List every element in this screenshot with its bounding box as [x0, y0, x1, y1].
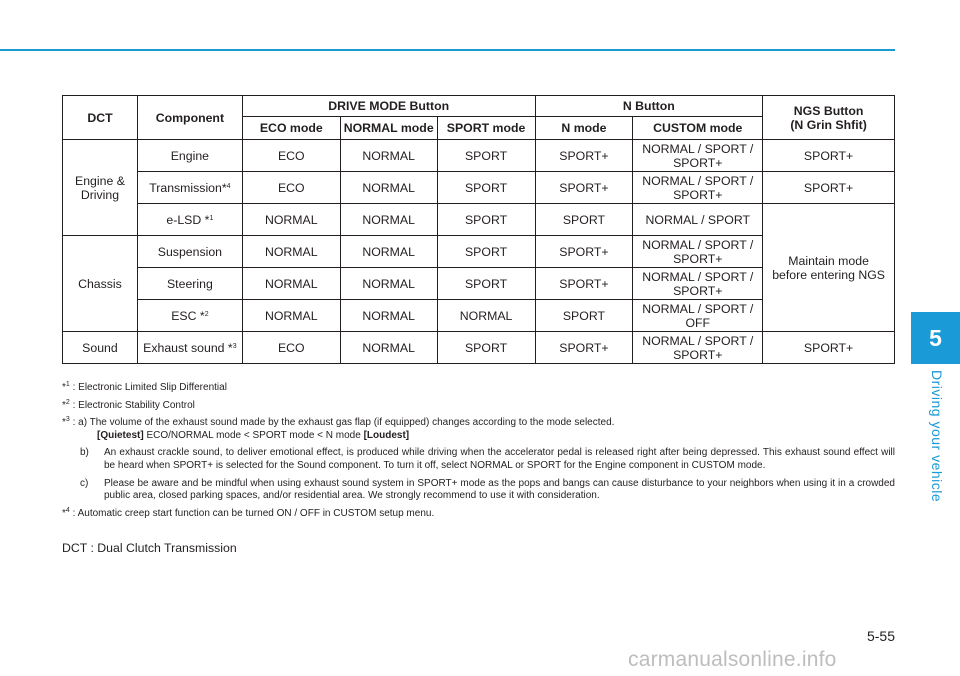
- cell-n-mode: SPORT: [535, 204, 633, 236]
- group-sound: Sound: [63, 332, 138, 364]
- footnote-4: [62, 508, 895, 521]
- component-label: ESC *: [171, 308, 205, 323]
- cell-ngs-maintain: [763, 204, 895, 332]
- table-row: [63, 140, 895, 172]
- cell-sport: SPORT: [437, 204, 535, 236]
- cell-eco: ECO: [242, 172, 340, 204]
- cell-component: [137, 236, 242, 268]
- group-label: Driving: [80, 187, 120, 202]
- footnote-ref: 3: [232, 342, 237, 350]
- header-sport: SPORT mode: [437, 117, 535, 140]
- ngs-maintain-line1: Maintain mode: [788, 253, 869, 268]
- footnote-3: [62, 417, 895, 503]
- drive-mode-table: [62, 95, 895, 364]
- cell-component: [137, 140, 242, 172]
- item-letter: c): [80, 477, 89, 489]
- custom-line2: SPORT+: [673, 251, 723, 266]
- cell-custom: [633, 140, 763, 172]
- footnote-mark: *: [62, 417, 66, 429]
- footnote-3a-text: : a) The volume of the exhaust sound made by the exhaust gas flap (if equipped) changes according to the mode selected.: [69, 417, 615, 429]
- custom-line1: NORMAL / SPORT /: [642, 237, 754, 252]
- cell-custom: [633, 236, 763, 268]
- cell-eco: ECO: [242, 332, 340, 364]
- loudness-order-text: ECO/NORMAL mode < SPORT mode < N mode: [143, 429, 364, 441]
- cell-sport: SPORT: [437, 268, 535, 300]
- footnote-text: : Electronic Stability Control: [69, 399, 195, 411]
- ngs-maintain-line2: before entering NGS: [772, 267, 885, 282]
- cell-n-mode: SPORT+: [535, 236, 633, 268]
- cell-n-mode: SPORT: [535, 300, 633, 332]
- cell-component: [137, 332, 242, 364]
- cell-normal: NORMAL: [340, 236, 437, 268]
- cell-eco: NORMAL: [242, 236, 340, 268]
- custom-line2: SPORT+: [673, 347, 723, 362]
- group-label: Engine &: [75, 173, 125, 188]
- footnote-number: 4: [65, 506, 70, 514]
- header-n-button: N Button: [535, 96, 763, 117]
- header-eco: ECO mode: [242, 117, 340, 140]
- footnote-mark: *: [62, 507, 66, 519]
- cell-sport: SPORT: [437, 236, 535, 268]
- footnote-ref: 2: [204, 310, 209, 318]
- cell-sport: NORMAL: [437, 300, 535, 332]
- custom-line2: SPORT+: [673, 155, 723, 170]
- cell-eco: ECO: [242, 140, 340, 172]
- cell-sport: SPORT: [437, 172, 535, 204]
- loudest-label: [Loudest]: [363, 429, 410, 441]
- footnote-text: : Automatic creep start function can be turned ON / OFF in CUSTOM setup menu.: [69, 507, 435, 519]
- component-label: Exhaust sound *: [143, 340, 233, 355]
- header-normal: NORMAL mode: [340, 117, 437, 140]
- cell-n-mode: SPORT+: [535, 332, 633, 364]
- footnote-3c: [80, 478, 895, 503]
- custom-line2: SPORT+: [673, 187, 723, 202]
- cell-sport: SPORT: [437, 332, 535, 364]
- chapter-number: 5: [929, 324, 942, 351]
- top-rule: [0, 49, 895, 51]
- chapter-title-tab: [916, 370, 956, 510]
- header-ngs-line2: (N Grin Shfit): [790, 117, 867, 132]
- footnote-1: [62, 382, 895, 395]
- cell-normal: NORMAL: [340, 332, 437, 364]
- header-ngs: [763, 96, 895, 140]
- header-component: Component: [137, 96, 242, 140]
- group-engine-driving: [63, 140, 138, 236]
- custom-line1: NORMAL / SPORT /: [642, 333, 754, 348]
- component-label: Engine: [170, 148, 210, 163]
- footnote-ref: 4: [226, 182, 231, 190]
- footnote-3c-text: Please be aware and be mindful when using exhaust sound system in SPORT+ mode as the pops and bangs can cause disturbance to your neighbors when using it in a crowded public area, closed parking spaces, and/or residential area. We strongly recommend to use it with consideration.: [104, 477, 895, 502]
- cell-custom: [633, 268, 763, 300]
- group-chassis: Chassis: [63, 236, 138, 332]
- watermark: carmanualsonline.info: [628, 648, 837, 671]
- item-letter: b): [80, 447, 89, 459]
- cell-normal: NORMAL: [340, 140, 437, 172]
- cell-custom: [633, 300, 763, 332]
- chapter-title: Driving your vehicle: [929, 370, 945, 503]
- custom-line1: NORMAL / SPORT /: [642, 301, 754, 316]
- component-label: Suspension: [157, 244, 223, 259]
- footnote-number: 1: [65, 381, 70, 388]
- cell-n-mode: SPORT+: [535, 140, 633, 172]
- custom-line1: NORMAL / SPORT /: [642, 173, 754, 188]
- custom-line2: OFF: [685, 315, 711, 330]
- header-custom: CUSTOM mode: [633, 117, 763, 140]
- custom-line2: SPORT+: [673, 283, 723, 298]
- cell-sport: SPORT: [437, 140, 535, 172]
- footnote-mark: *: [62, 382, 66, 393]
- custom-line1: NORMAL / SPORT /: [642, 269, 754, 284]
- cell-component: [137, 204, 242, 236]
- cell-normal: NORMAL: [340, 268, 437, 300]
- footnote-ref: 1: [209, 214, 214, 222]
- cell-custom: [633, 332, 763, 364]
- footnote-2: [62, 400, 895, 413]
- custom-line1: NORMAL / SPORT /: [642, 141, 754, 156]
- component-label: Transmission*: [149, 180, 227, 195]
- cell-eco: NORMAL: [242, 300, 340, 332]
- component-label: Steering: [166, 276, 213, 291]
- footnote-text: : Electronic Limited Slip Differential: [69, 382, 227, 393]
- footnotes: [62, 382, 895, 520]
- chapter-number-tab: [911, 312, 960, 364]
- cell-custom: [633, 172, 763, 204]
- footnote-number: 2: [65, 398, 70, 406]
- cell-normal: NORMAL: [340, 172, 437, 204]
- cell-n-mode: SPORT+: [535, 172, 633, 204]
- cell-component: [137, 268, 242, 300]
- cell-component: [137, 172, 242, 204]
- component-label: e-LSD *: [166, 212, 210, 227]
- table-row: [63, 172, 895, 204]
- header-ngs-line1: NGS Button: [793, 103, 864, 118]
- table-row: [63, 332, 895, 364]
- cell-custom: NORMAL / SPORT: [633, 204, 763, 236]
- cell-ngs: SPORT+: [763, 172, 895, 204]
- footnote-mark: *: [62, 399, 66, 411]
- cell-n-mode: SPORT+: [535, 268, 633, 300]
- cell-normal: NORMAL: [340, 300, 437, 332]
- quietest-label: [Quietest]: [97, 429, 144, 441]
- table-row: [63, 204, 895, 236]
- cell-eco: NORMAL: [242, 204, 340, 236]
- cell-ngs: SPORT+: [763, 332, 895, 364]
- cell-eco: NORMAL: [242, 268, 340, 300]
- page-number: 5-55: [866, 628, 895, 644]
- cell-normal: NORMAL: [340, 204, 437, 236]
- footnote-3b: [80, 447, 895, 472]
- cell-ngs: SPORT+: [763, 140, 895, 172]
- header-drive-mode: DRIVE MODE Button: [242, 96, 535, 117]
- loudness-order: [62, 430, 895, 443]
- dct-definition: DCT : Dual Clutch Transmission: [62, 541, 237, 555]
- footnote-number: 3: [65, 416, 70, 424]
- header-n-mode: N mode: [535, 117, 633, 140]
- cell-component: [137, 300, 242, 332]
- header-dct: DCT: [63, 96, 138, 140]
- footnote-3b-text: An exhaust crackle sound, to deliver emotional effect, is produced while driving when the accelerator pedal is released right after being depressed. This exhaust sound effect will be heard when SPORT+ is selected for the Sound component. To turn it off, select NORMAL or SPORT for the Engine component in CUSTOM mode.: [104, 447, 895, 471]
